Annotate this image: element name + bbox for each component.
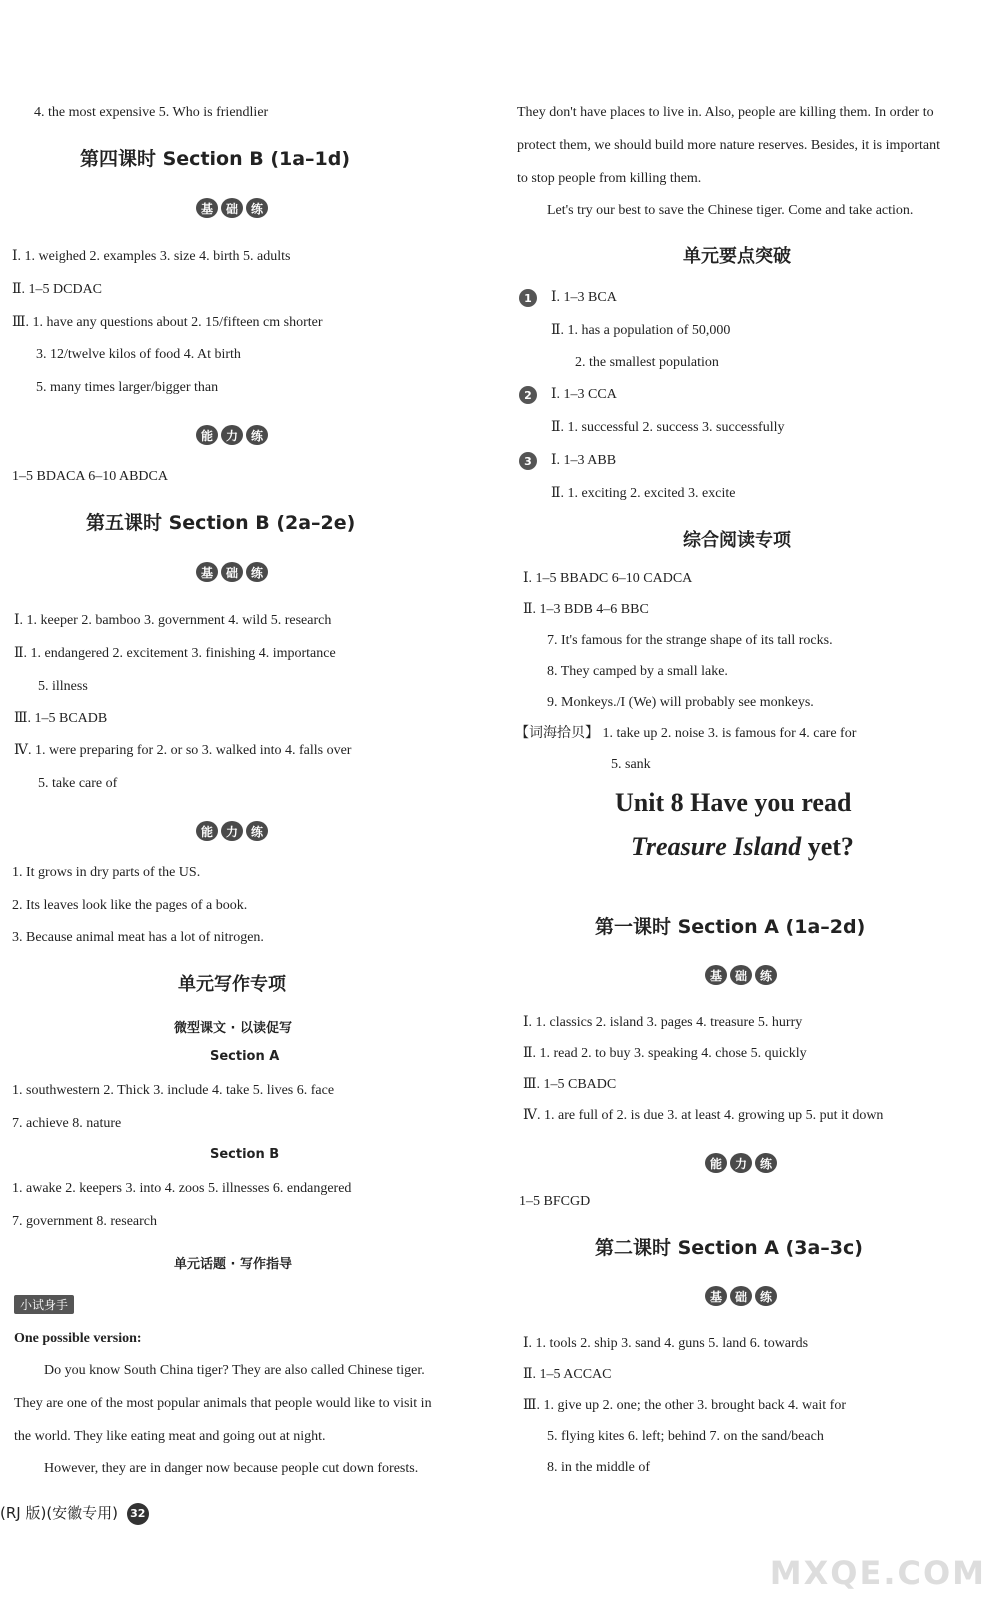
badge-char: 础 xyxy=(730,965,752,985)
essay-line: They are one of the most popular animals that people would like to visit in xyxy=(14,1396,432,1411)
answer-line: Ⅱ. 1. endangered 2. excitement 3. finishing 4. importance xyxy=(14,646,336,661)
badge-char: 础 xyxy=(730,1286,752,1306)
section-heading: 单元要点突破 xyxy=(683,246,791,267)
badge-char: 础 xyxy=(221,562,243,582)
badge-char: 基 xyxy=(705,1286,727,1306)
badge-char: 力 xyxy=(221,425,243,445)
point-number-icon: 1 xyxy=(519,289,537,307)
unit-title: Unit 8 Have you read xyxy=(615,788,852,817)
unit-subtitle-tail: yet? xyxy=(801,832,854,861)
answer-line: 8. in the middle of xyxy=(547,1460,651,1475)
answer-line: Ⅰ. 1–3 BCA xyxy=(551,290,617,305)
watermark: MXQE.COM xyxy=(769,1554,986,1592)
answer-line: Ⅰ. 1–3 CCA xyxy=(551,387,617,402)
ability-practice-badge xyxy=(705,1153,777,1173)
answer-line: 5. many times larger/bigger than xyxy=(36,380,219,395)
essay-line: However, they are in danger now because people cut down forests. xyxy=(44,1461,419,1476)
answer-line: Ⅳ. 1. are full of 2. is due 3. at least 4. growing up 5. put it down xyxy=(523,1108,884,1123)
answer-line: Ⅲ. 1–5 BCADB xyxy=(14,711,108,726)
subsection-heading: Section A xyxy=(210,1049,280,1064)
essay-line: protect them, we should build more nature reserves. Besides, it is important xyxy=(517,138,941,153)
subsection-heading: 单元话题 · 写作指导 xyxy=(174,1257,292,1272)
answer-line: Ⅲ. 1. give up 2. one; the other 3. brought back 4. wait for xyxy=(523,1398,846,1413)
answer-line: 【词海拾贝】 1. take up 2. noise 3. is famous for 4. care for xyxy=(515,726,857,741)
section-heading: 单元写作专项 xyxy=(178,974,286,995)
answer-line: 1–5 BFCGD xyxy=(519,1194,591,1209)
answer-line: 7. achieve 8. nature xyxy=(12,1116,122,1131)
answer-line: 7. It's famous for the strange shape of its tall rocks. xyxy=(547,633,833,648)
answer-line: 1. awake 2. keepers 3. into 4. zoos 5. illnesses 6. endangered xyxy=(12,1181,352,1196)
answer-line: Ⅲ. 1. have any questions about 2. 15/fifteen cm shorter xyxy=(12,315,323,330)
essay-line: to stop people from killing them. xyxy=(517,171,702,186)
badge-char: 练 xyxy=(755,1286,777,1306)
answer-line: 2. the smallest population xyxy=(575,355,719,370)
ability-practice-badge xyxy=(196,425,268,445)
subsection-heading: 微型课文 · 以读促写 xyxy=(174,1021,292,1036)
answer-line: Ⅱ. 1–5 ACCAC xyxy=(523,1367,612,1382)
answer-line: 5. take care of xyxy=(38,776,118,791)
try-it-tag: 小试身手 xyxy=(14,1295,74,1314)
answer-line: 5. sank xyxy=(611,757,651,772)
answer-line: 4. the most expensive 5. Who is friendlier xyxy=(34,105,269,120)
badge-char: 力 xyxy=(730,1153,752,1173)
answer-line: Ⅰ. 1–5 BBADC 6–10 CADCA xyxy=(523,571,693,586)
badge-char: 基 xyxy=(196,198,218,218)
badge-char: 练 xyxy=(755,1153,777,1173)
subsection-heading: Section B xyxy=(210,1147,280,1162)
answer-line: 9. Monkeys./I (We) will probably see monkeys. xyxy=(547,695,814,710)
answer-line: 3. Because animal meat has a lot of nitrogen. xyxy=(12,930,264,945)
lesson-heading: 第五课时 Section B (2a–2e) xyxy=(86,512,356,534)
edition-label: (RJ 版)(安徽专用) xyxy=(0,1504,119,1522)
answer-line: 2. Its leaves look like the pages of a book. xyxy=(12,898,248,913)
answer-line: Ⅰ. 1. weighed 2. examples 3. size 4. birth 5. adults xyxy=(12,249,291,264)
badge-char: 练 xyxy=(246,562,268,582)
badge-char: 练 xyxy=(246,821,268,841)
badge-char: 练 xyxy=(755,965,777,985)
answer-line: Ⅰ. 1. keeper 2. bamboo 3. government 4. wild 5. research xyxy=(14,613,332,628)
answer-line: Ⅲ. 1–5 CBADC xyxy=(523,1077,617,1092)
book-title: Treasure Island xyxy=(631,832,802,861)
answer-line: Ⅱ. 1. read 2. to buy 3. speaking 4. chose 5. quickly xyxy=(523,1046,807,1061)
answer-line: Ⅰ. 1–3 ABB xyxy=(551,453,617,468)
essay-line: Let's try our best to save the Chinese tiger. Come and take action. xyxy=(547,203,914,218)
lesson-heading: 第一课时 Section A (1a–2d) xyxy=(595,916,866,938)
lesson-heading: 第四课时 Section B (1a–1d) xyxy=(80,148,351,170)
answer-line: Ⅱ. 1. successful 2. success 3. successfully xyxy=(551,420,785,435)
essay-line: They don't have places to live in. Also, people are killing them. In order to xyxy=(517,105,934,120)
lesson-heading: 第二课时 Section A (3a–3c) xyxy=(595,1237,863,1259)
essay-line: the world. They like eating meat and going out at night. xyxy=(14,1429,326,1444)
section-heading: 综合阅读专项 xyxy=(683,530,791,551)
badge-char: 础 xyxy=(221,198,243,218)
badge-char: 练 xyxy=(246,425,268,445)
badge-char: 力 xyxy=(221,821,243,841)
answer-line: Ⅱ. 1–5 DCDAC xyxy=(12,282,103,297)
badge-char: 能 xyxy=(196,425,218,445)
answer-line: 7. government 8. research xyxy=(12,1214,157,1229)
answer-line: Ⅱ. 1. exciting 2. excited 3. excite xyxy=(551,486,736,501)
answer-line: 1. It grows in dry parts of the US. xyxy=(12,865,201,880)
badge-char: 能 xyxy=(196,821,218,841)
answer-line: 1. southwestern 2. Thick 3. include 4. take 5. lives 6. face xyxy=(12,1083,335,1098)
basic-practice-badge xyxy=(705,965,777,985)
point-number-icon: 2 xyxy=(519,386,537,404)
answer-line: 5. illness xyxy=(38,679,88,694)
point-number-icon: 3 xyxy=(519,452,537,470)
page-number: 32 xyxy=(127,1503,149,1525)
essay-label: One possible version: xyxy=(14,1331,142,1346)
answer-line: 1–5 BDACA 6–10 ABDCA xyxy=(12,469,168,484)
basic-practice-badge xyxy=(196,198,268,218)
answer-line: 8. They camped by a small lake. xyxy=(547,664,728,679)
ability-practice-badge xyxy=(196,821,268,841)
badge-char: 基 xyxy=(705,965,727,985)
answer-line: 3. 12/twelve kilos of food 4. At birth xyxy=(36,347,241,362)
basic-practice-badge xyxy=(705,1286,777,1306)
answer-line: Ⅳ. 1. were preparing for 2. or so 3. walked into 4. falls over xyxy=(14,743,352,758)
badge-char: 能 xyxy=(705,1153,727,1173)
answer-line: Ⅰ. 1. tools 2. ship 3. sand 4. guns 5. land 6. towards xyxy=(523,1336,809,1351)
unit-subtitle xyxy=(631,832,854,862)
answer-line: Ⅰ. 1. classics 2. island 3. pages 4. treasure 5. hurry xyxy=(523,1015,803,1030)
essay-line: Do you know South China tiger? They are also called Chinese tiger. xyxy=(44,1363,425,1378)
badge-char: 基 xyxy=(196,562,218,582)
answer-line: Ⅱ. 1. has a population of 50,000 xyxy=(551,323,731,338)
page-footer xyxy=(0,1502,149,1525)
basic-practice-badge xyxy=(196,562,268,582)
answer-line: 5. flying kites 6. left; behind 7. on the sand/beach xyxy=(547,1429,824,1444)
badge-char: 练 xyxy=(246,198,268,218)
answer-line: Ⅱ. 1–3 BDB 4–6 BBC xyxy=(523,602,649,617)
